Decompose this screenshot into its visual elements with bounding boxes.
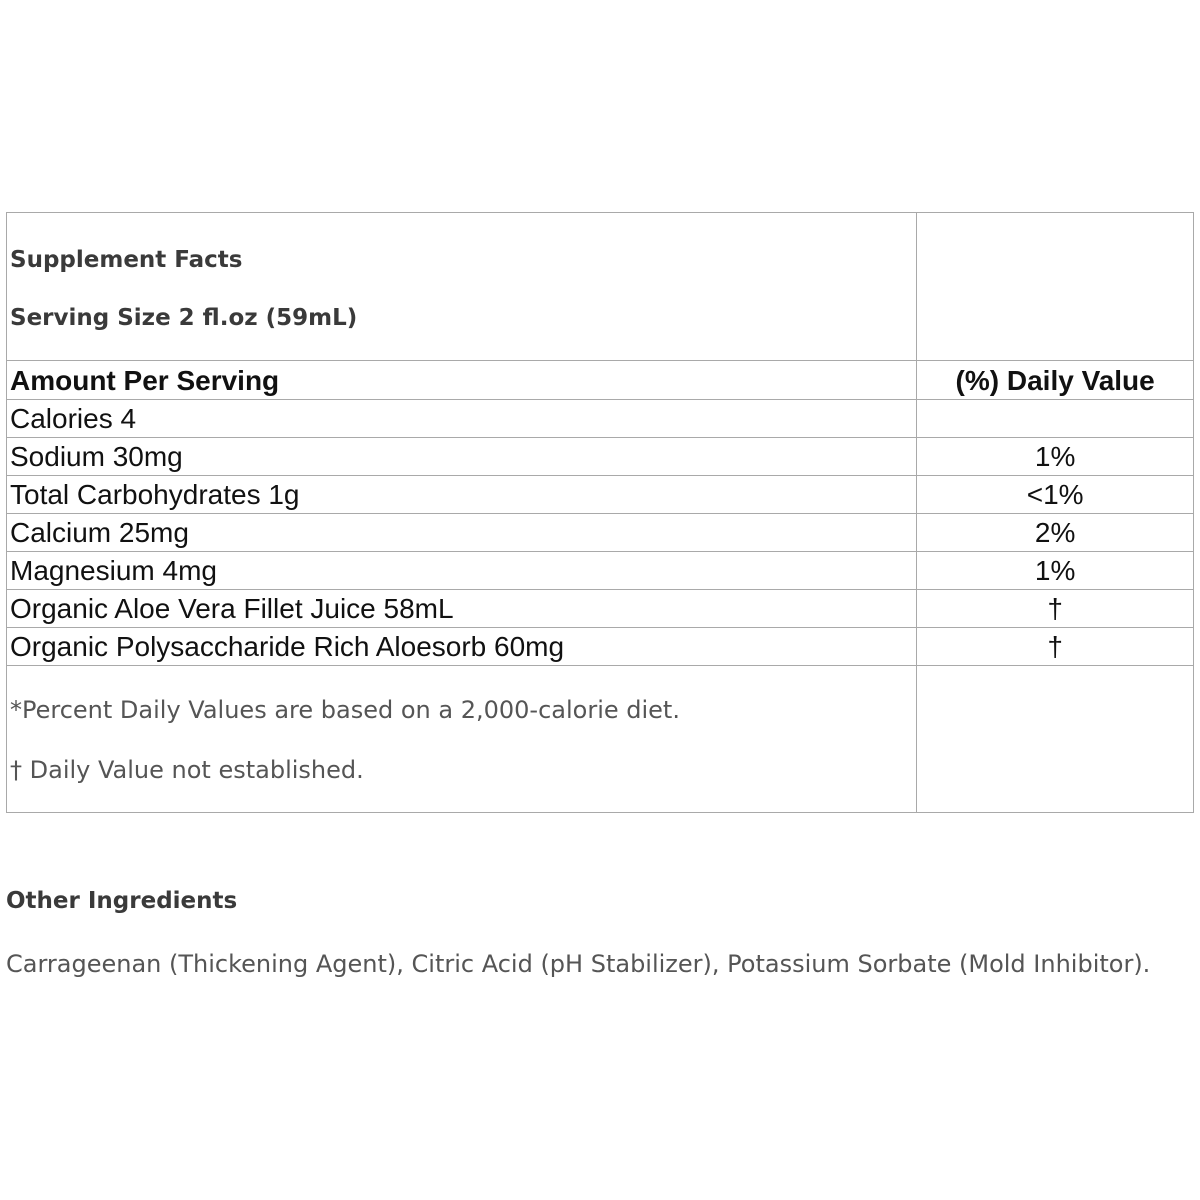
footnote-empty-cell [917, 666, 1194, 813]
facts-header-empty-cell [917, 213, 1194, 361]
other-ingredients-text: Carrageenan (Thickening Agent), Citric Acid (pH Stabilizer), Potassium Sorbate (Mold Inhibitor). [6, 950, 1151, 978]
table-row [7, 514, 1194, 552]
amount-per-serving-header: Amount Per Serving [7, 361, 917, 400]
nutrient-name: Calories 4 [7, 400, 917, 438]
table-row [7, 590, 1194, 628]
nutrient-daily-value: † [917, 590, 1194, 628]
facts-title: Supplement Facts [10, 246, 243, 273]
nutrient-name: Calcium 25mg [7, 514, 917, 552]
nutrient-daily-value: 2% [917, 514, 1194, 552]
nutrient-daily-value: 1% [917, 552, 1194, 590]
nutrient-name: Organic Polysaccharide Rich Aloesorb 60mg [7, 628, 917, 666]
other-ingredients-title: Other Ingredients [6, 888, 238, 914]
footnote-row [7, 666, 1194, 813]
nutrient-daily-value [917, 400, 1194, 438]
table-row [7, 476, 1194, 514]
supplement-facts-table [6, 212, 1194, 813]
percent-daily-value-note: *Percent Daily Values are based on a 2,000-calorie diet. [10, 696, 680, 724]
table-row [7, 628, 1194, 666]
facts-header-row [7, 213, 1194, 361]
nutrient-name: Total Carbohydrates 1g [7, 476, 917, 514]
table-row [7, 552, 1194, 590]
facts-header-cell [7, 213, 917, 361]
nutrient-daily-value: † [917, 628, 1194, 666]
dagger-note: † Daily Value not established. [10, 756, 364, 784]
nutrient-name: Sodium 30mg [7, 438, 917, 476]
column-header-row [7, 361, 1194, 400]
table-row [7, 438, 1194, 476]
serving-size: Serving Size 2 fl.oz (59mL) [10, 304, 358, 331]
table-row [7, 400, 1194, 438]
nutrient-daily-value: 1% [917, 438, 1194, 476]
nutrient-daily-value: <1% [917, 476, 1194, 514]
nutrient-name: Magnesium 4mg [7, 552, 917, 590]
daily-value-header: (%) Daily Value [917, 361, 1194, 400]
nutrient-name: Organic Aloe Vera Fillet Juice 58mL [7, 590, 917, 628]
footnote-cell [7, 666, 917, 813]
